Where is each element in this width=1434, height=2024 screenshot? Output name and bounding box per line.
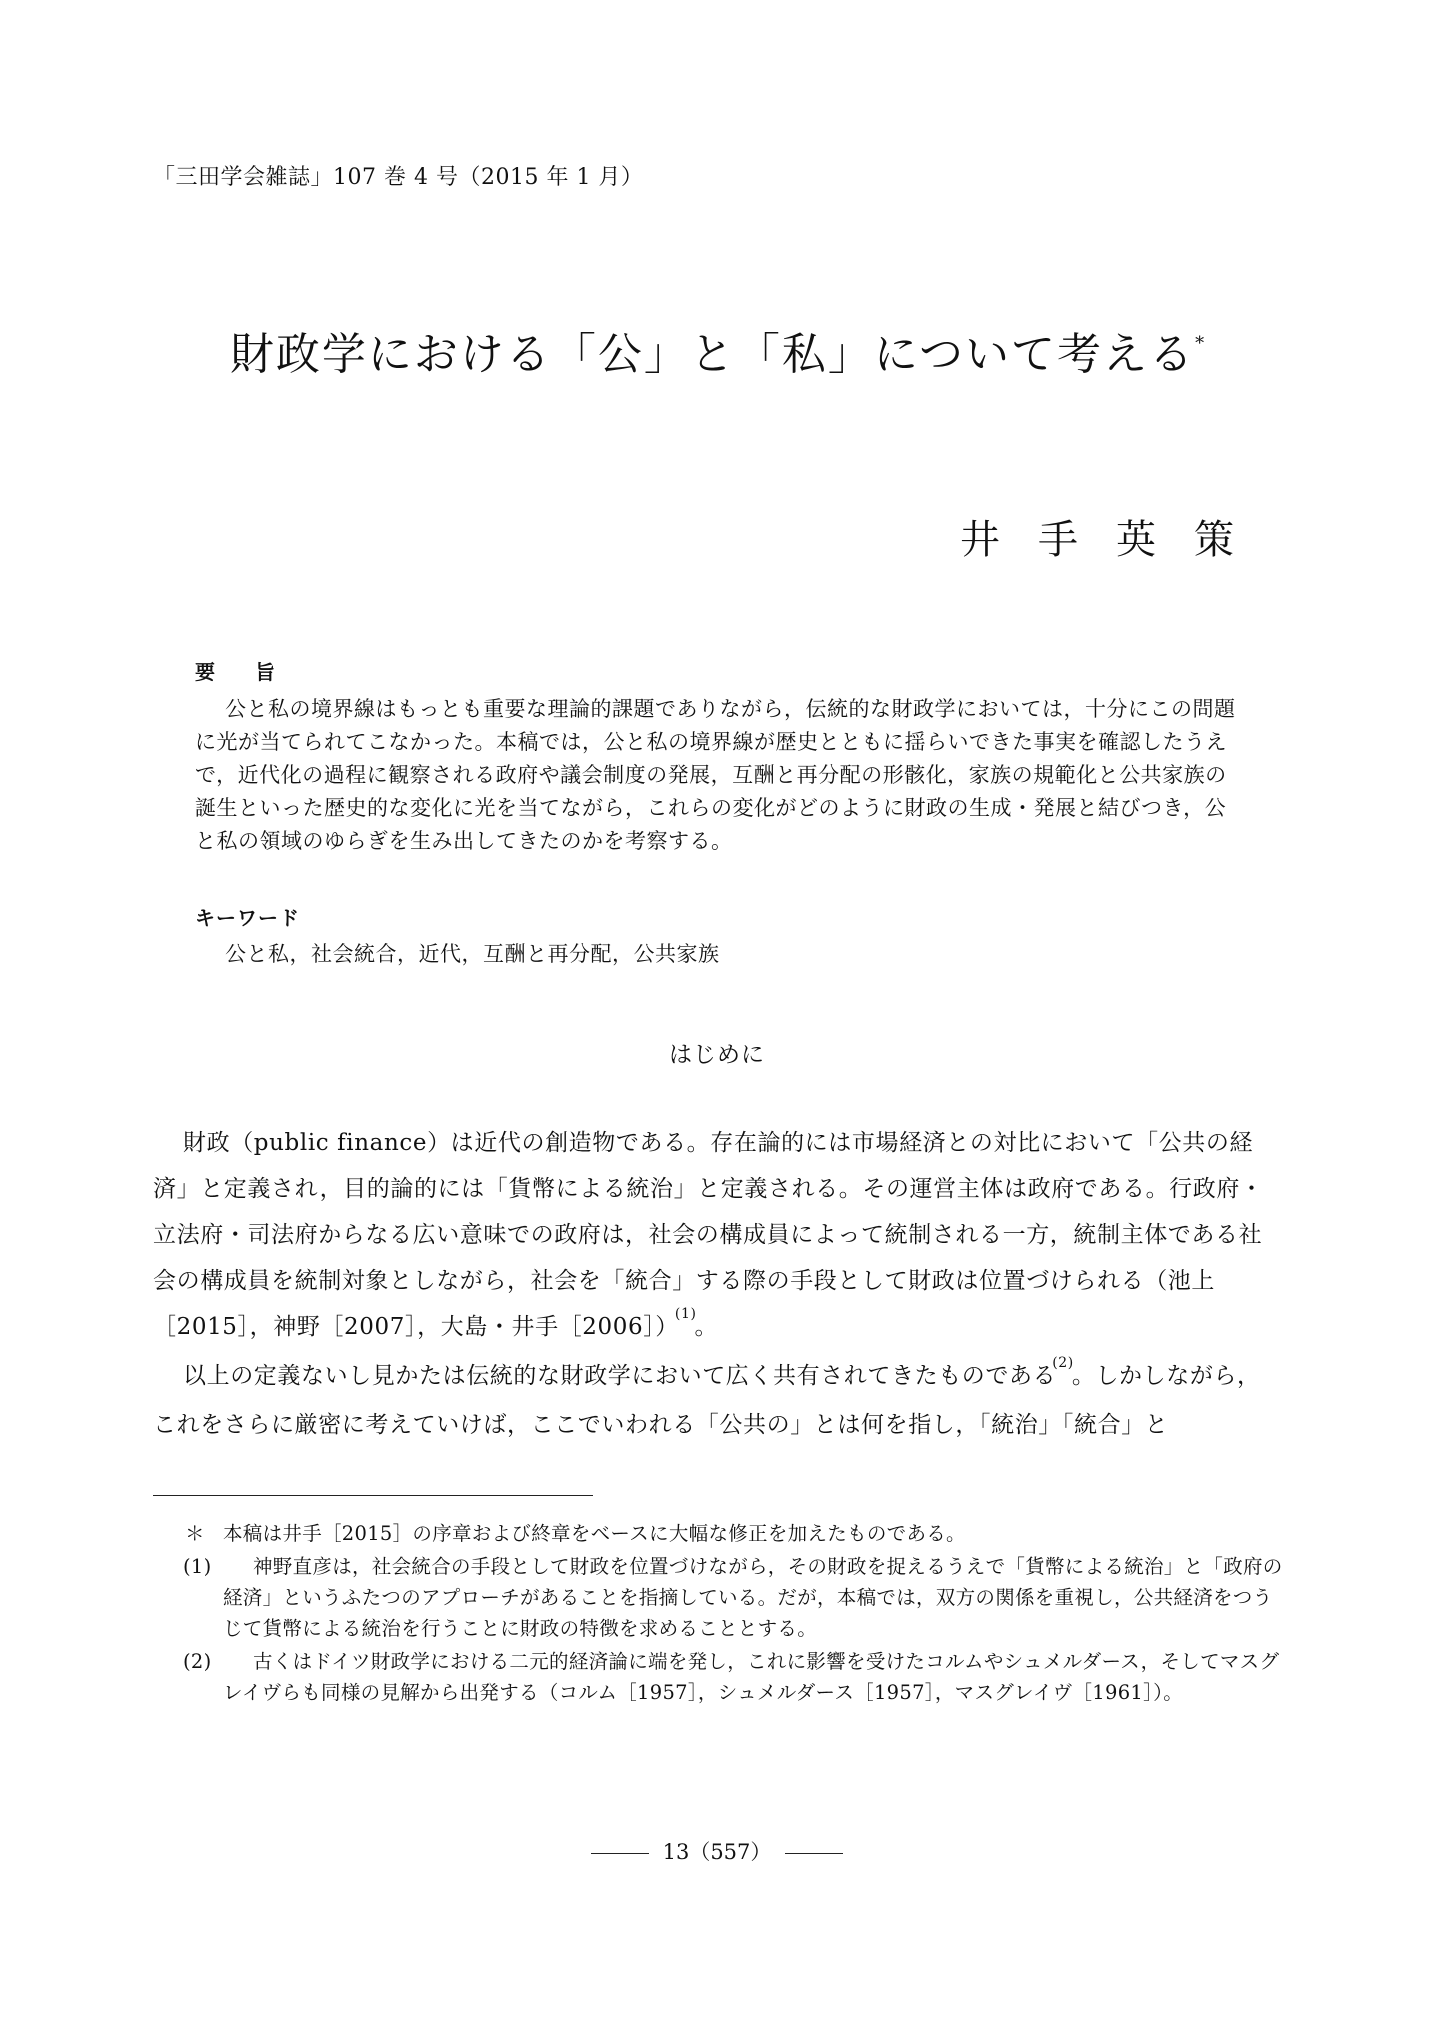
footnote-text: 本稿は井手［2015］の序章および終章をベースに大幅な修正を加えたものである。 [223,1522,966,1545]
abstract-heading: 要旨 [195,660,315,684]
footnote-reference[interactable]: (2) [1052,1355,1074,1371]
keywords-heading: キーワード [195,906,300,930]
title-footnote-mark: * [1195,333,1205,354]
paragraph-text: 以上の定義ないし見かたは伝統的な財政学において広く共有されてきたものである [183,1363,1057,1389]
abstract-body: 公と私の境界線はもっとも重要な理論的課題でありながら，伝統的な財政学においては，十分にこの問題に光が当てられてこなかった。本稿では，公と私の境界線が歴史とともに揺らいできた事実を確認したうえで，近代化の過程に観察される政府や議会制度の発展，互酬と再分配の形骸化，家族の規範化と公共家族の誕生といった歴史的な変化に光を当てながら，これらの変化がどのように財政の生成・発展と結びつき，公と私の領域のゆらぎを生み出してきたのかを考察する。 [195,697,1236,853]
author-char: 井 [960,517,1000,563]
paragraph-text: 。 [694,1314,719,1340]
author-name [960,508,1272,565]
author-char: 英 [1116,517,1156,563]
page-number-text: 13（557） [662,1840,772,1864]
paragraph [153,1120,1283,1353]
footnote-reference[interactable]: (1) [674,1306,697,1322]
author-char: 策 [1194,517,1234,563]
page-number [0,1836,1434,1866]
footnote-text: 神野直彦は，社会統合の手段として財政を位置づけながら，その財政を捉えるうえで「貨幣による統治」と「政府の経済」というふたつのアプローチがあることを指摘している。だが，本稿では，双方の関係を重視し，公共経済をつうじて貨幣による統治を行うことに財政の特徴を求めることとする。 [223,1555,1283,1640]
footnote-mark: (1) [183,1555,212,1578]
footnotes [153,1518,1283,1710]
footnote-divider [153,1495,593,1496]
footnote-mark: (2) [183,1650,212,1673]
title-text: 財政学における「公」と「私」について考える [229,329,1196,380]
page-number-dash-right [785,1853,843,1854]
footnote [153,1646,1283,1708]
paragraph-text: 財政（public finance）は近代の創造物である。存在論的には市場経済との対比において「公共の経済」と定義され，目的論的には「貨幣による統治」と定義される。その運営主体は政府である。行政府・立法府・司法府からなる広い意味での政府は，社会の構成員によって統制される一方，統制主体である社会の構成員を統制対象としながら，社会を「統合」する際の手段として財政は位置づけられる（池上［2015］，神野［2007］，大島・井手［2006］） [153,1130,1264,1340]
footnote [153,1551,1283,1644]
footnote-mark: ＊ [185,1522,205,1545]
paragraph [153,1353,1283,1448]
paper-title [0,318,1434,382]
page-number-dash-left [591,1853,649,1854]
section-title: はじめに [669,1042,765,1068]
body-text [153,1120,1283,1448]
footnote-text: 古くはドイツ財政学における二元的経済論に端を発し，これに影響を受けたコルムやシュメルダース，そしてマスグレイヴらも同様の見解から出発する（コルム［1957］，シュメルダース［1957］，マスグレイヴ［1961］）。 [223,1650,1280,1704]
journal-citation: 「三田学会雑誌」107 巻 4 号（2015 年 1 月） [153,165,644,190]
footnote [153,1518,1283,1549]
paragraph-text: 。しかしながら，これをさらに厳密に考えていけば，ここでいわれる「公共の」とは何を指し，「統治」「統合」と [153,1363,1261,1438]
author-char: 手 [1038,517,1078,563]
keywords-body: 公と私，社会統合，近代，互酬と再分配，公共家族 [225,942,720,966]
abstract [195,656,1245,858]
